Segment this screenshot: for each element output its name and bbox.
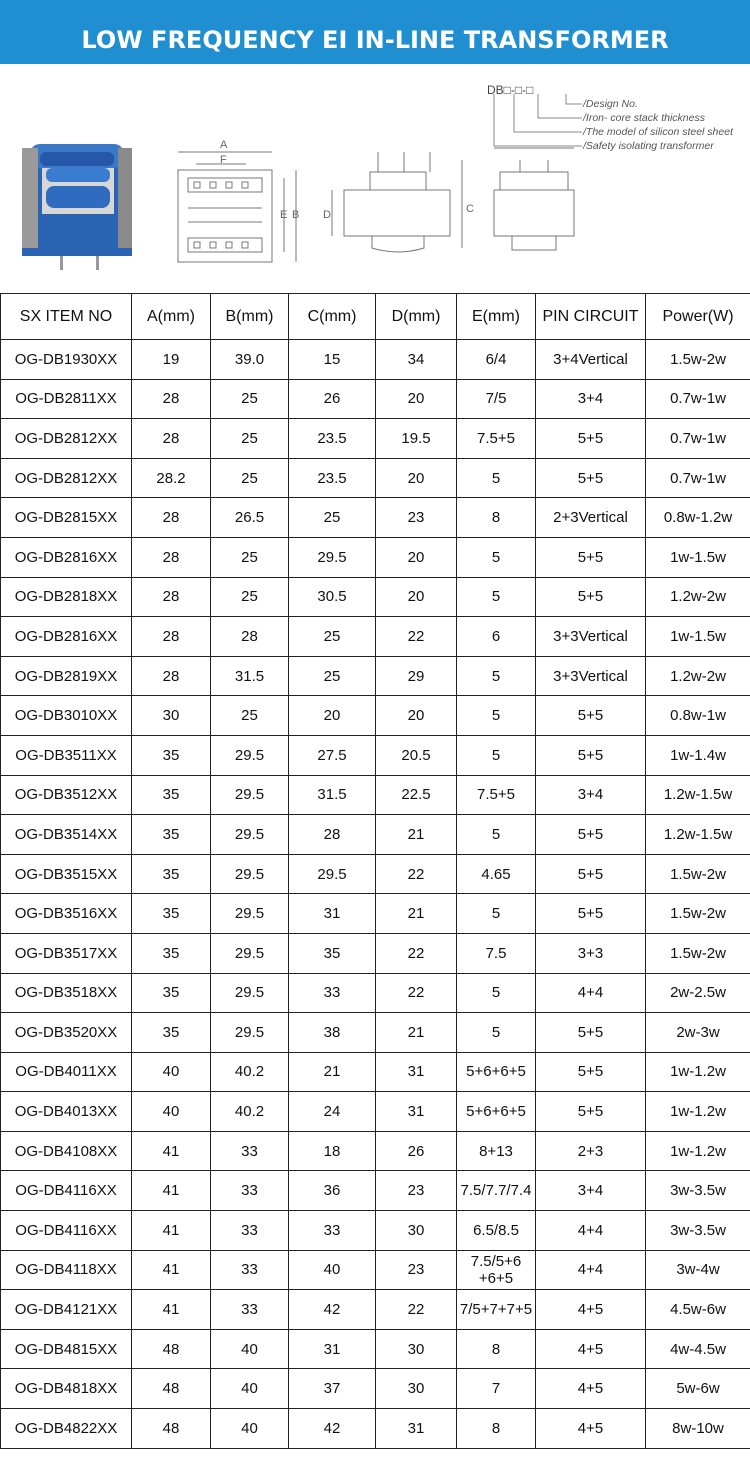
legend-stack-thickness: /Iron- core stack thickness (583, 112, 705, 124)
cell-c: 24 (289, 1092, 376, 1132)
cell-power: 0.8w-1.2w (646, 498, 750, 538)
end-view-drawing (494, 148, 574, 250)
cell-a: 28 (132, 577, 211, 617)
cell-e: 6.5/8.5 (457, 1211, 536, 1251)
cell-power: 2w-3w (646, 1013, 750, 1053)
cell-a: 28 (132, 419, 211, 459)
cell-d: 21 (376, 1013, 457, 1053)
table-row (1, 1092, 750, 1132)
cell-pin-circuit: 4+5 (536, 1409, 646, 1449)
cell-item-no: OG-DB3010XX (1, 696, 132, 736)
cell-b: 40.2 (211, 1052, 289, 1092)
cell-pin-circuit: 4+5 (536, 1329, 646, 1369)
cell-pin-circuit: 5+5 (536, 458, 646, 498)
table-row (1, 1250, 750, 1290)
cell-b: 29.5 (211, 1013, 289, 1053)
cell-item-no: OG-DB2816XX (1, 617, 132, 657)
cell-power: 0.7w-1w (646, 379, 750, 419)
cell-e: 7.5+5 (457, 775, 536, 815)
cell-power: 1.2w-2w (646, 656, 750, 696)
cell-d: 20 (376, 458, 457, 498)
cell-item-no: OG-DB3517XX (1, 933, 132, 973)
cell-item-no: OG-DB3512XX (1, 775, 132, 815)
spec-table (0, 293, 750, 1449)
table-row (1, 340, 750, 380)
table-row (1, 1290, 750, 1330)
cell-d: 30 (376, 1369, 457, 1409)
cell-b: 25 (211, 458, 289, 498)
cell-c: 25 (289, 498, 376, 538)
header-b: B(mm) (211, 294, 289, 340)
cell-c: 30.5 (289, 577, 376, 617)
table-row (1, 696, 750, 736)
table-body (1, 340, 750, 1449)
cell-pin-circuit: 5+5 (536, 1013, 646, 1053)
cell-c: 31 (289, 1329, 376, 1369)
cell-a: 41 (132, 1131, 211, 1171)
table-row (1, 1369, 750, 1409)
cell-power: 0.7w-1w (646, 458, 750, 498)
cell-d: 31 (376, 1052, 457, 1092)
cell-e: 8 (457, 1409, 536, 1449)
cell-pin-circuit: 4+4 (536, 973, 646, 1013)
cell-d: 20 (376, 379, 457, 419)
cell-d: 20 (376, 537, 457, 577)
cell-pin-circuit: 2+3Vertical (536, 498, 646, 538)
cell-d: 31 (376, 1092, 457, 1132)
cell-c: 29.5 (289, 537, 376, 577)
cell-c: 20 (289, 696, 376, 736)
cell-power: 1w-1.2w (646, 1092, 750, 1132)
table-row (1, 1171, 750, 1211)
cell-item-no: OG-DB2818XX (1, 577, 132, 617)
cell-e: 5 (457, 656, 536, 696)
cell-power: 0.7w-1w (646, 419, 750, 459)
header-pin-circuit: PIN CIRCUIT (536, 294, 646, 340)
cell-c: 42 (289, 1290, 376, 1330)
cell-a: 28 (132, 537, 211, 577)
cell-pin-circuit: 5+5 (536, 537, 646, 577)
cell-e: 5 (457, 537, 536, 577)
table-row (1, 973, 750, 1013)
cell-b: 25 (211, 379, 289, 419)
table-row (1, 1329, 750, 1369)
cell-pin-circuit: 4+5 (536, 1290, 646, 1330)
cell-d: 20 (376, 696, 457, 736)
cell-item-no: OG-DB2811XX (1, 379, 132, 419)
cell-pin-circuit: 3+3 (536, 933, 646, 973)
cell-power: 5w-6w (646, 1369, 750, 1409)
cell-item-no: OG-DB2815XX (1, 498, 132, 538)
cell-pin-circuit: 4+4 (536, 1250, 646, 1290)
cell-d: 22.5 (376, 775, 457, 815)
cell-c: 29.5 (289, 854, 376, 894)
header-a: A(mm) (132, 294, 211, 340)
cell-power: 2w-2.5w (646, 973, 750, 1013)
cell-d: 30 (376, 1329, 457, 1369)
cell-power: 3w-3.5w (646, 1171, 750, 1211)
cell-pin-circuit: 3+4Vertical (536, 340, 646, 380)
cell-power: 1.2w-2w (646, 577, 750, 617)
cell-item-no: OG-DB4818XX (1, 1369, 132, 1409)
cell-item-no: OG-DB2812XX (1, 458, 132, 498)
header-d: D(mm) (376, 294, 457, 340)
cell-c: 27.5 (289, 735, 376, 775)
cell-b: 29.5 (211, 894, 289, 934)
cell-pin-circuit: 3+4 (536, 379, 646, 419)
cell-e: 5 (457, 458, 536, 498)
cell-e: 5+6+6+5 (457, 1052, 536, 1092)
cell-item-no: OG-DB3520XX (1, 1013, 132, 1053)
cell-d: 26 (376, 1131, 457, 1171)
table-row (1, 1013, 750, 1053)
cell-power: 1.5w-2w (646, 933, 750, 973)
transformer-photo (22, 144, 132, 270)
cell-d: 34 (376, 340, 457, 380)
cell-b: 40 (211, 1369, 289, 1409)
cell-pin-circuit: 5+5 (536, 735, 646, 775)
cell-e: 8 (457, 1329, 536, 1369)
cell-power: 1w-1.2w (646, 1131, 750, 1171)
cell-a: 41 (132, 1250, 211, 1290)
cell-power: 1.5w-2w (646, 340, 750, 380)
table-row (1, 617, 750, 657)
table-row (1, 1052, 750, 1092)
table-row (1, 537, 750, 577)
cell-e: 7.5/5+6 +6+5 (457, 1250, 536, 1290)
cell-a: 35 (132, 894, 211, 934)
cell-e: 5 (457, 973, 536, 1013)
cell-b: 33 (211, 1290, 289, 1330)
legend-steel-sheet-model: /The model of silicon steel sheet (583, 126, 733, 138)
cell-item-no: OG-DB4118XX (1, 1250, 132, 1290)
cell-power: 4.5w-6w (646, 1290, 750, 1330)
cell-a: 41 (132, 1171, 211, 1211)
cell-a: 28.2 (132, 458, 211, 498)
cell-item-no: OG-DB3514XX (1, 815, 132, 855)
cell-c: 36 (289, 1171, 376, 1211)
table-header-row (1, 294, 750, 340)
cell-item-no: OG-DB3511XX (1, 735, 132, 775)
cell-a: 30 (132, 696, 211, 736)
cell-e: 5 (457, 1013, 536, 1053)
table-row (1, 854, 750, 894)
cell-a: 28 (132, 498, 211, 538)
cell-d: 31 (376, 1409, 457, 1449)
cell-c: 25 (289, 656, 376, 696)
cell-item-no: OG-DB1930XX (1, 340, 132, 380)
cell-a: 35 (132, 775, 211, 815)
cell-power: 8w-10w (646, 1409, 750, 1449)
cell-power: 3w-4w (646, 1250, 750, 1290)
cell-c: 26 (289, 379, 376, 419)
cell-d: 21 (376, 894, 457, 934)
cell-e: 8+13 (457, 1131, 536, 1171)
cell-e: 5 (457, 735, 536, 775)
cell-c: 33 (289, 1211, 376, 1251)
dimension-label-f: F (220, 154, 227, 166)
cell-power: 1w-1.2w (646, 1052, 750, 1092)
cell-e: 5 (457, 815, 536, 855)
legend-connector-lines (484, 80, 594, 156)
cell-a: 28 (132, 617, 211, 657)
cell-c: 37 (289, 1369, 376, 1409)
cell-b: 25 (211, 419, 289, 459)
cell-c: 31 (289, 894, 376, 934)
cell-item-no: OG-DB2816XX (1, 537, 132, 577)
table-row (1, 498, 750, 538)
page-title: LOW FREQUENCY EI IN-LINE TRANSFORMER (81, 26, 669, 54)
cell-b: 25 (211, 577, 289, 617)
table-row (1, 419, 750, 459)
cell-item-no: OG-DB4822XX (1, 1409, 132, 1449)
cell-pin-circuit: 5+5 (536, 419, 646, 459)
cell-d: 22 (376, 617, 457, 657)
cell-a: 35 (132, 854, 211, 894)
cell-item-no: OG-DB4013XX (1, 1092, 132, 1132)
cell-power: 0.8w-1w (646, 696, 750, 736)
cell-pin-circuit: 5+5 (536, 815, 646, 855)
cell-power: 1.5w-2w (646, 894, 750, 934)
cell-a: 35 (132, 735, 211, 775)
cell-item-no: OG-DB4116XX (1, 1211, 132, 1251)
cell-pin-circuit: 3+4 (536, 1171, 646, 1211)
cell-c: 28 (289, 815, 376, 855)
cell-d: 23 (376, 498, 457, 538)
cell-d: 19.5 (376, 419, 457, 459)
cell-pin-circuit: 5+5 (536, 577, 646, 617)
cell-a: 28 (132, 379, 211, 419)
cell-d: 20 (376, 577, 457, 617)
table-row (1, 1131, 750, 1171)
cell-e: 5 (457, 577, 536, 617)
table-row (1, 735, 750, 775)
cell-b: 33 (211, 1250, 289, 1290)
cell-power: 1w-1.5w (646, 537, 750, 577)
cell-item-no: OG-DB3516XX (1, 894, 132, 934)
cell-b: 28 (211, 617, 289, 657)
cell-e: 7 (457, 1369, 536, 1409)
cell-a: 19 (132, 340, 211, 380)
cell-pin-circuit: 3+4 (536, 775, 646, 815)
cell-d: 21 (376, 815, 457, 855)
cell-b: 29.5 (211, 775, 289, 815)
top-view-drawing (178, 152, 296, 262)
cell-b: 33 (211, 1131, 289, 1171)
cell-item-no: OG-DB2819XX (1, 656, 132, 696)
cell-a: 41 (132, 1211, 211, 1251)
cell-power: 4w-4.5w (646, 1329, 750, 1369)
cell-c: 25 (289, 617, 376, 657)
cell-e: 8 (457, 498, 536, 538)
header-e: E(mm) (457, 294, 536, 340)
cell-c: 23.5 (289, 458, 376, 498)
cell-a: 35 (132, 933, 211, 973)
table-row (1, 775, 750, 815)
cell-c: 40 (289, 1250, 376, 1290)
part-number-code: DB□-□-□ (487, 83, 534, 97)
cell-d: 22 (376, 1290, 457, 1330)
header-power: Power(W) (646, 294, 750, 340)
cell-b: 29.5 (211, 973, 289, 1013)
cell-e: 6/4 (457, 340, 536, 380)
cell-c: 15 (289, 340, 376, 380)
cell-c: 23.5 (289, 419, 376, 459)
legend-safety-transformer: /Safety isolating transformer (583, 140, 714, 152)
cell-e: 4.65 (457, 854, 536, 894)
cell-b: 40 (211, 1329, 289, 1369)
cell-a: 48 (132, 1409, 211, 1449)
cell-e: 5 (457, 894, 536, 934)
cell-power: 1.2w-1.5w (646, 775, 750, 815)
cell-pin-circuit: 5+5 (536, 696, 646, 736)
cell-e: 7/5+7+7+5 (457, 1290, 536, 1330)
dimension-label-b: B (292, 209, 300, 221)
table-row (1, 894, 750, 934)
cell-a: 28 (132, 656, 211, 696)
cell-e: 7/5 (457, 379, 536, 419)
cell-c: 42 (289, 1409, 376, 1449)
cell-pin-circuit: 3+3Vertical (536, 617, 646, 657)
cell-pin-circuit: 5+5 (536, 1092, 646, 1132)
cell-pin-circuit: 5+5 (536, 854, 646, 894)
table-row (1, 933, 750, 973)
header-c: C(mm) (289, 294, 376, 340)
cell-b: 39.0 (211, 340, 289, 380)
table-row (1, 458, 750, 498)
cell-e: 5 (457, 696, 536, 736)
cell-power: 1w-1.4w (646, 735, 750, 775)
cell-d: 23 (376, 1171, 457, 1211)
cell-pin-circuit: 5+5 (536, 894, 646, 934)
cell-a: 40 (132, 1092, 211, 1132)
cell-item-no: OG-DB4108XX (1, 1131, 132, 1171)
cell-b: 25 (211, 537, 289, 577)
cell-d: 22 (376, 933, 457, 973)
cell-e: 7.5 (457, 933, 536, 973)
table-row (1, 656, 750, 696)
cell-item-no: OG-DB4116XX (1, 1171, 132, 1211)
table-row (1, 577, 750, 617)
cell-a: 41 (132, 1290, 211, 1330)
table-row (1, 1211, 750, 1251)
cell-pin-circuit: 5+5 (536, 1052, 646, 1092)
cell-b: 29.5 (211, 933, 289, 973)
cell-pin-circuit: 2+3 (536, 1131, 646, 1171)
cell-item-no: OG-DB4121XX (1, 1290, 132, 1330)
cell-power: 3w-3.5w (646, 1211, 750, 1251)
cell-c: 18 (289, 1131, 376, 1171)
cell-power: 1w-1.5w (646, 617, 750, 657)
cell-b: 40 (211, 1409, 289, 1449)
dimension-label-d: D (323, 209, 331, 221)
cell-b: 26.5 (211, 498, 289, 538)
cell-b: 25 (211, 696, 289, 736)
cell-c: 31.5 (289, 775, 376, 815)
cell-b: 29.5 (211, 735, 289, 775)
cell-b: 29.5 (211, 854, 289, 894)
part-number-legend (484, 80, 744, 160)
dimension-label-a: A (220, 139, 228, 151)
cell-d: 20.5 (376, 735, 457, 775)
cell-b: 33 (211, 1211, 289, 1251)
cell-item-no: OG-DB4815XX (1, 1329, 132, 1369)
title-banner (0, 0, 750, 64)
cell-c: 21 (289, 1052, 376, 1092)
cell-a: 40 (132, 1052, 211, 1092)
cell-b: 31.5 (211, 656, 289, 696)
cell-item-no: OG-DB3518XX (1, 973, 132, 1013)
cell-b: 40.2 (211, 1092, 289, 1132)
cell-a: 35 (132, 973, 211, 1013)
header-item-no: SX ITEM NO (1, 294, 132, 340)
cell-item-no: OG-DB2812XX (1, 419, 132, 459)
cell-a: 48 (132, 1369, 211, 1409)
cell-c: 35 (289, 933, 376, 973)
cell-d: 22 (376, 973, 457, 1013)
cell-d: 29 (376, 656, 457, 696)
table-row (1, 379, 750, 419)
cell-a: 35 (132, 1013, 211, 1053)
dimension-label-c: C (466, 203, 474, 215)
cell-d: 22 (376, 854, 457, 894)
cell-item-no: OG-DB4011XX (1, 1052, 132, 1092)
cell-pin-circuit: 3+3Vertical (536, 656, 646, 696)
cell-a: 35 (132, 815, 211, 855)
side-view-drawing (332, 152, 462, 252)
table-row (1, 815, 750, 855)
table-row (1, 1409, 750, 1449)
cell-e: 5+6+6+5 (457, 1092, 536, 1132)
cell-power: 1.5w-2w (646, 854, 750, 894)
cell-e: 7.5+5 (457, 419, 536, 459)
cell-power: 1.2w-1.5w (646, 815, 750, 855)
cell-pin-circuit: 4+4 (536, 1211, 646, 1251)
cell-c: 33 (289, 973, 376, 1013)
cell-d: 23 (376, 1250, 457, 1290)
cell-b: 33 (211, 1171, 289, 1211)
cell-b: 29.5 (211, 815, 289, 855)
cell-e: 7.5/7.7/7.4 (457, 1171, 536, 1211)
cell-e: 6 (457, 617, 536, 657)
cell-d: 30 (376, 1211, 457, 1251)
legend-design-no: /Design No. (583, 98, 638, 110)
cell-pin-circuit: 4+5 (536, 1369, 646, 1409)
cell-item-no: OG-DB3515XX (1, 854, 132, 894)
cell-c: 38 (289, 1013, 376, 1053)
dimension-label-e: E (280, 209, 288, 221)
cell-a: 48 (132, 1329, 211, 1369)
